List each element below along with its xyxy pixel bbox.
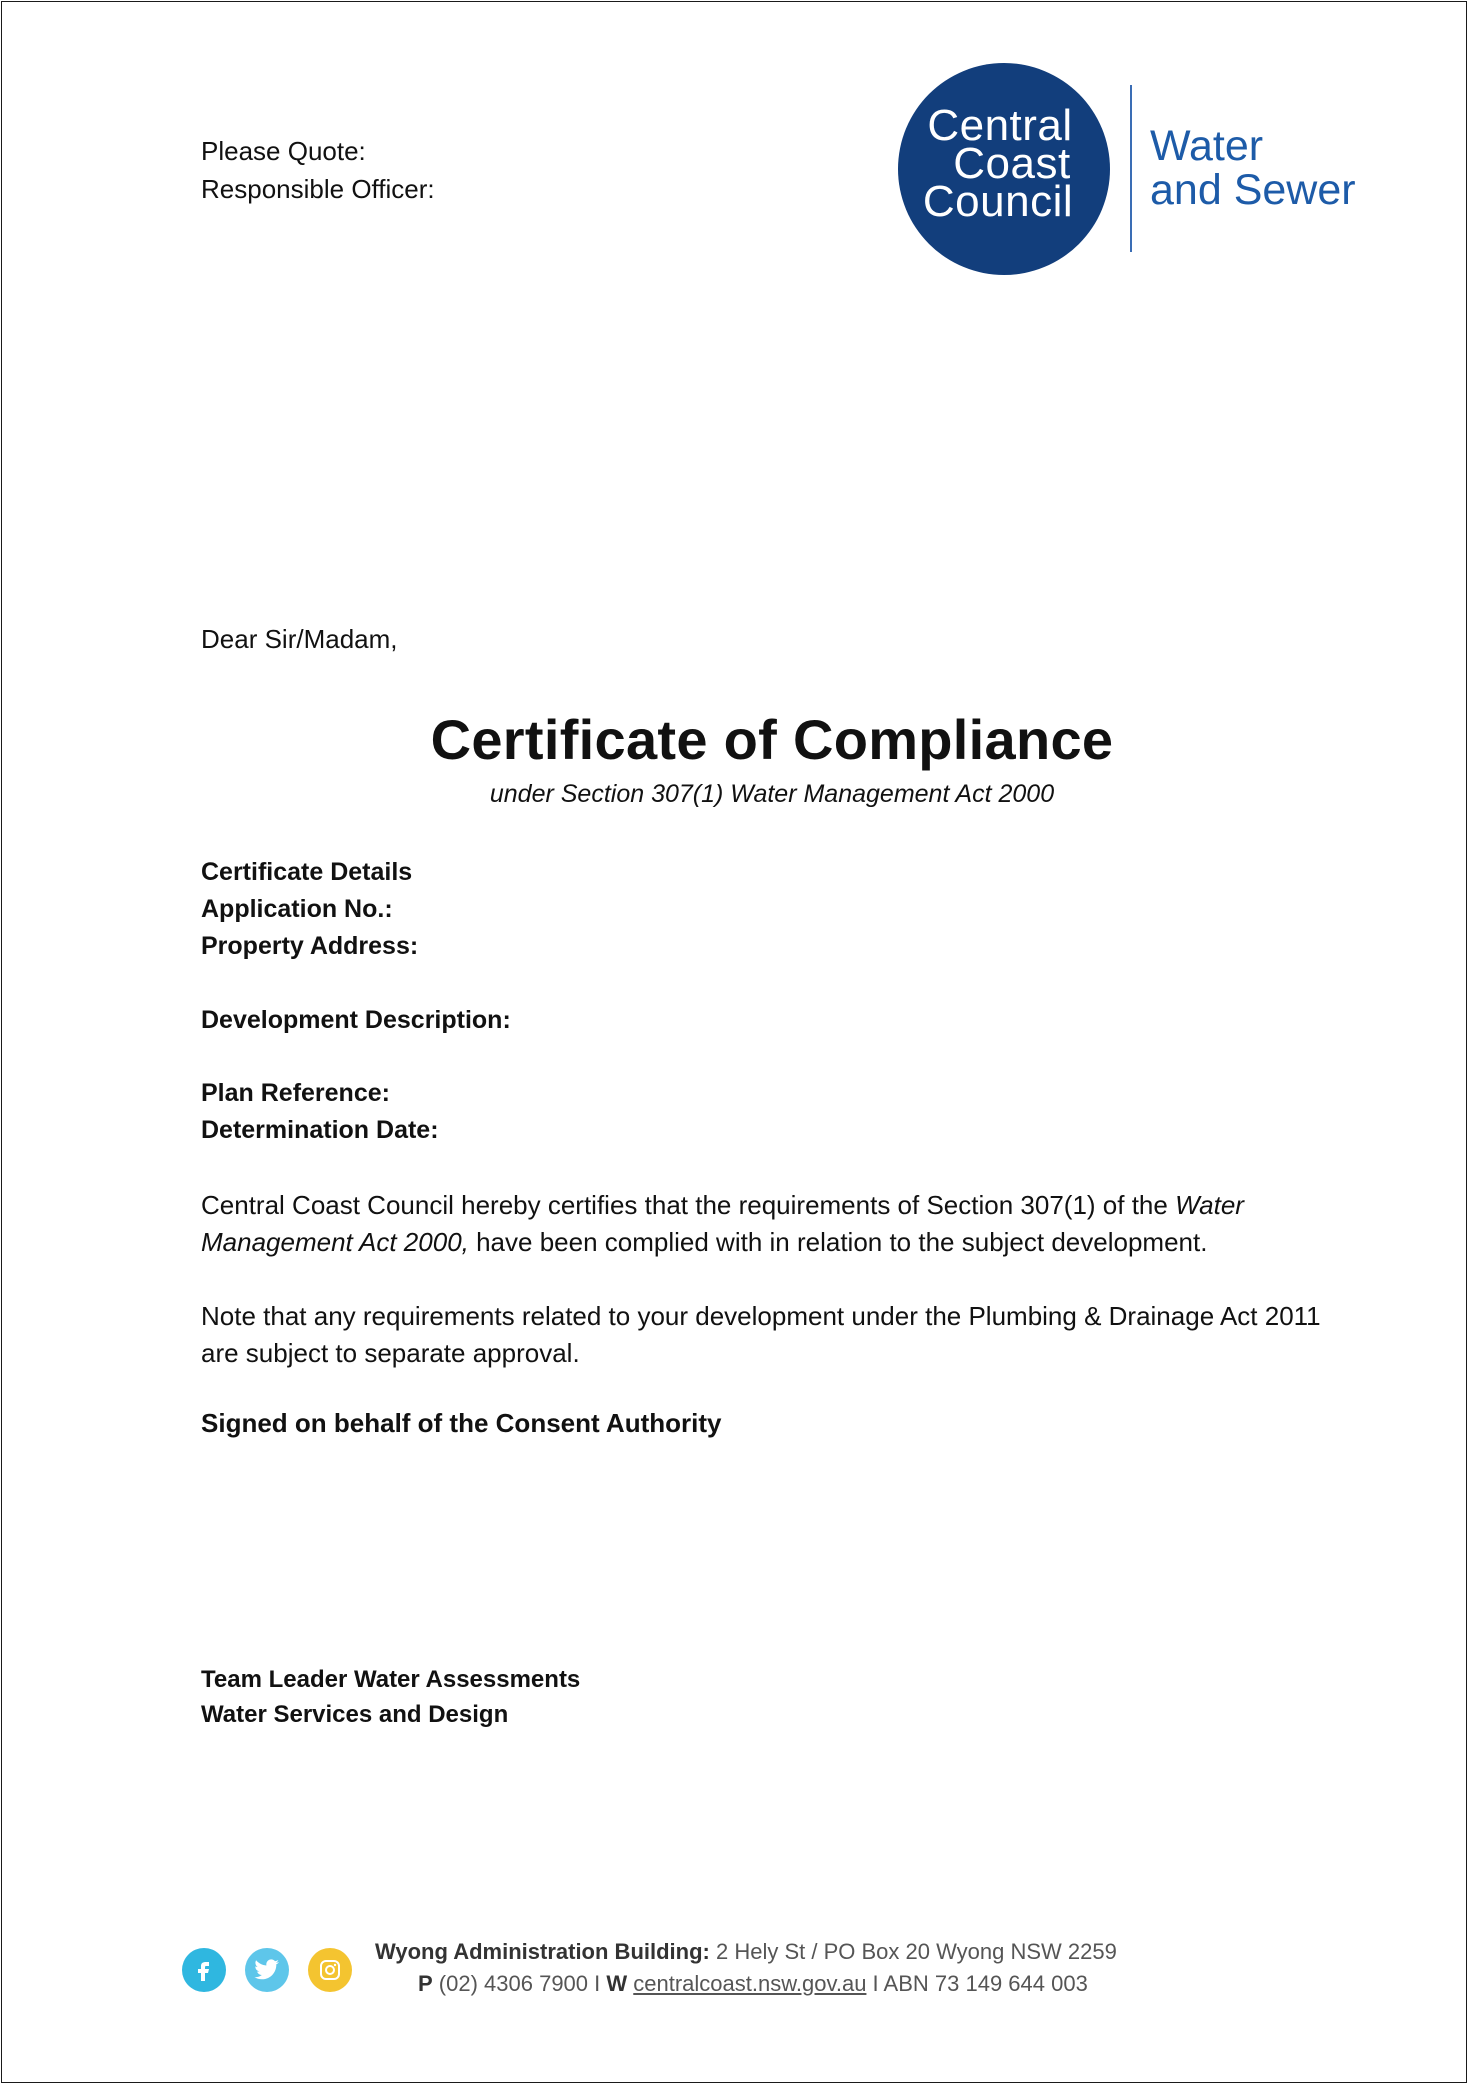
website-link[interactable]: centralcoast.nsw.gov.au <box>633 1971 867 1996</box>
logo-division-name <box>1150 124 1356 212</box>
footer-contact-line <box>418 1971 1088 1997</box>
facebook-glyph <box>191 1957 217 1983</box>
phone-number: (02) 4306 7900 I <box>432 1971 607 1996</box>
web-label: W <box>606 1971 628 1996</box>
abn-text: I ABN 73 149 644 003 <box>866 1971 1088 1996</box>
footer-address-line <box>375 1939 1117 1965</box>
building-address: 2 Hely St / PO Box 20 Wyong NSW 2259 <box>709 1939 1117 1964</box>
signed-statement: Signed on behalf of the Consent Authority <box>201 1408 722 1438</box>
officer-title: Team Leader Water Assessments <box>201 1666 581 1693</box>
logo-line-central: Central <box>927 101 1073 150</box>
certification-paragraph <box>201 1187 1351 1261</box>
document-title: Certificate of Compliance <box>430 708 1114 771</box>
application-no-label: Application No.: <box>201 895 393 923</box>
property-address-label: Property Address: <box>201 932 419 960</box>
logo-sewer-text: and Sewer <box>1150 166 1356 214</box>
logo-divider <box>1130 85 1132 252</box>
logo-line-council: Council <box>922 177 1074 226</box>
council-logo <box>898 63 1110 275</box>
development-description-label: Development Description: <box>201 1006 511 1034</box>
plan-details-block <box>201 1075 439 1149</box>
certification-text-end: have been complied with in relation to the subject development. <box>468 1227 1208 1257</box>
act-name: Water Management Act 2000, <box>201 1190 1244 1257</box>
logo-water-text: Water <box>1150 122 1264 170</box>
facebook-icon[interactable] <box>182 1948 226 1992</box>
signatory-block <box>201 1662 580 1732</box>
greeting: Dear Sir/Madam, <box>201 624 398 654</box>
logo-line-coast: Coast <box>953 139 1071 188</box>
building-label: Wyong Administration Building: <box>375 1939 710 1964</box>
plan-reference-label: Plan Reference: <box>201 1079 390 1107</box>
instagram-icon[interactable] <box>308 1948 352 1992</box>
certificate-details-heading: Certificate Details <box>201 858 413 886</box>
certification-text: Central Coast Council hereby certifies that the requirements of Section 307(1) of the <box>201 1190 1176 1220</box>
twitter-icon[interactable] <box>245 1948 289 1992</box>
note-paragraph: Note that any requirements related to your development under the Plumbing & Drainage Act 2011 are subject to separate approval. <box>201 1301 1321 1368</box>
twitter-glyph <box>253 1958 281 1982</box>
officer-department: Water Services and Design <box>201 1701 509 1728</box>
determination-date-label: Determination Date: <box>201 1116 439 1144</box>
instagram-glyph <box>318 1958 342 1982</box>
certificate-details-block <box>201 854 418 965</box>
responsible-officer-label: Responsible Officer: <box>201 174 435 204</box>
document-subtitle: under Section 307(1) Water Management Act 2000 <box>489 780 1055 808</box>
reference-block <box>201 132 435 208</box>
document-page <box>1 1 1467 2083</box>
please-quote-label: Please Quote: <box>201 136 366 166</box>
phone-label: P <box>418 1971 433 1996</box>
